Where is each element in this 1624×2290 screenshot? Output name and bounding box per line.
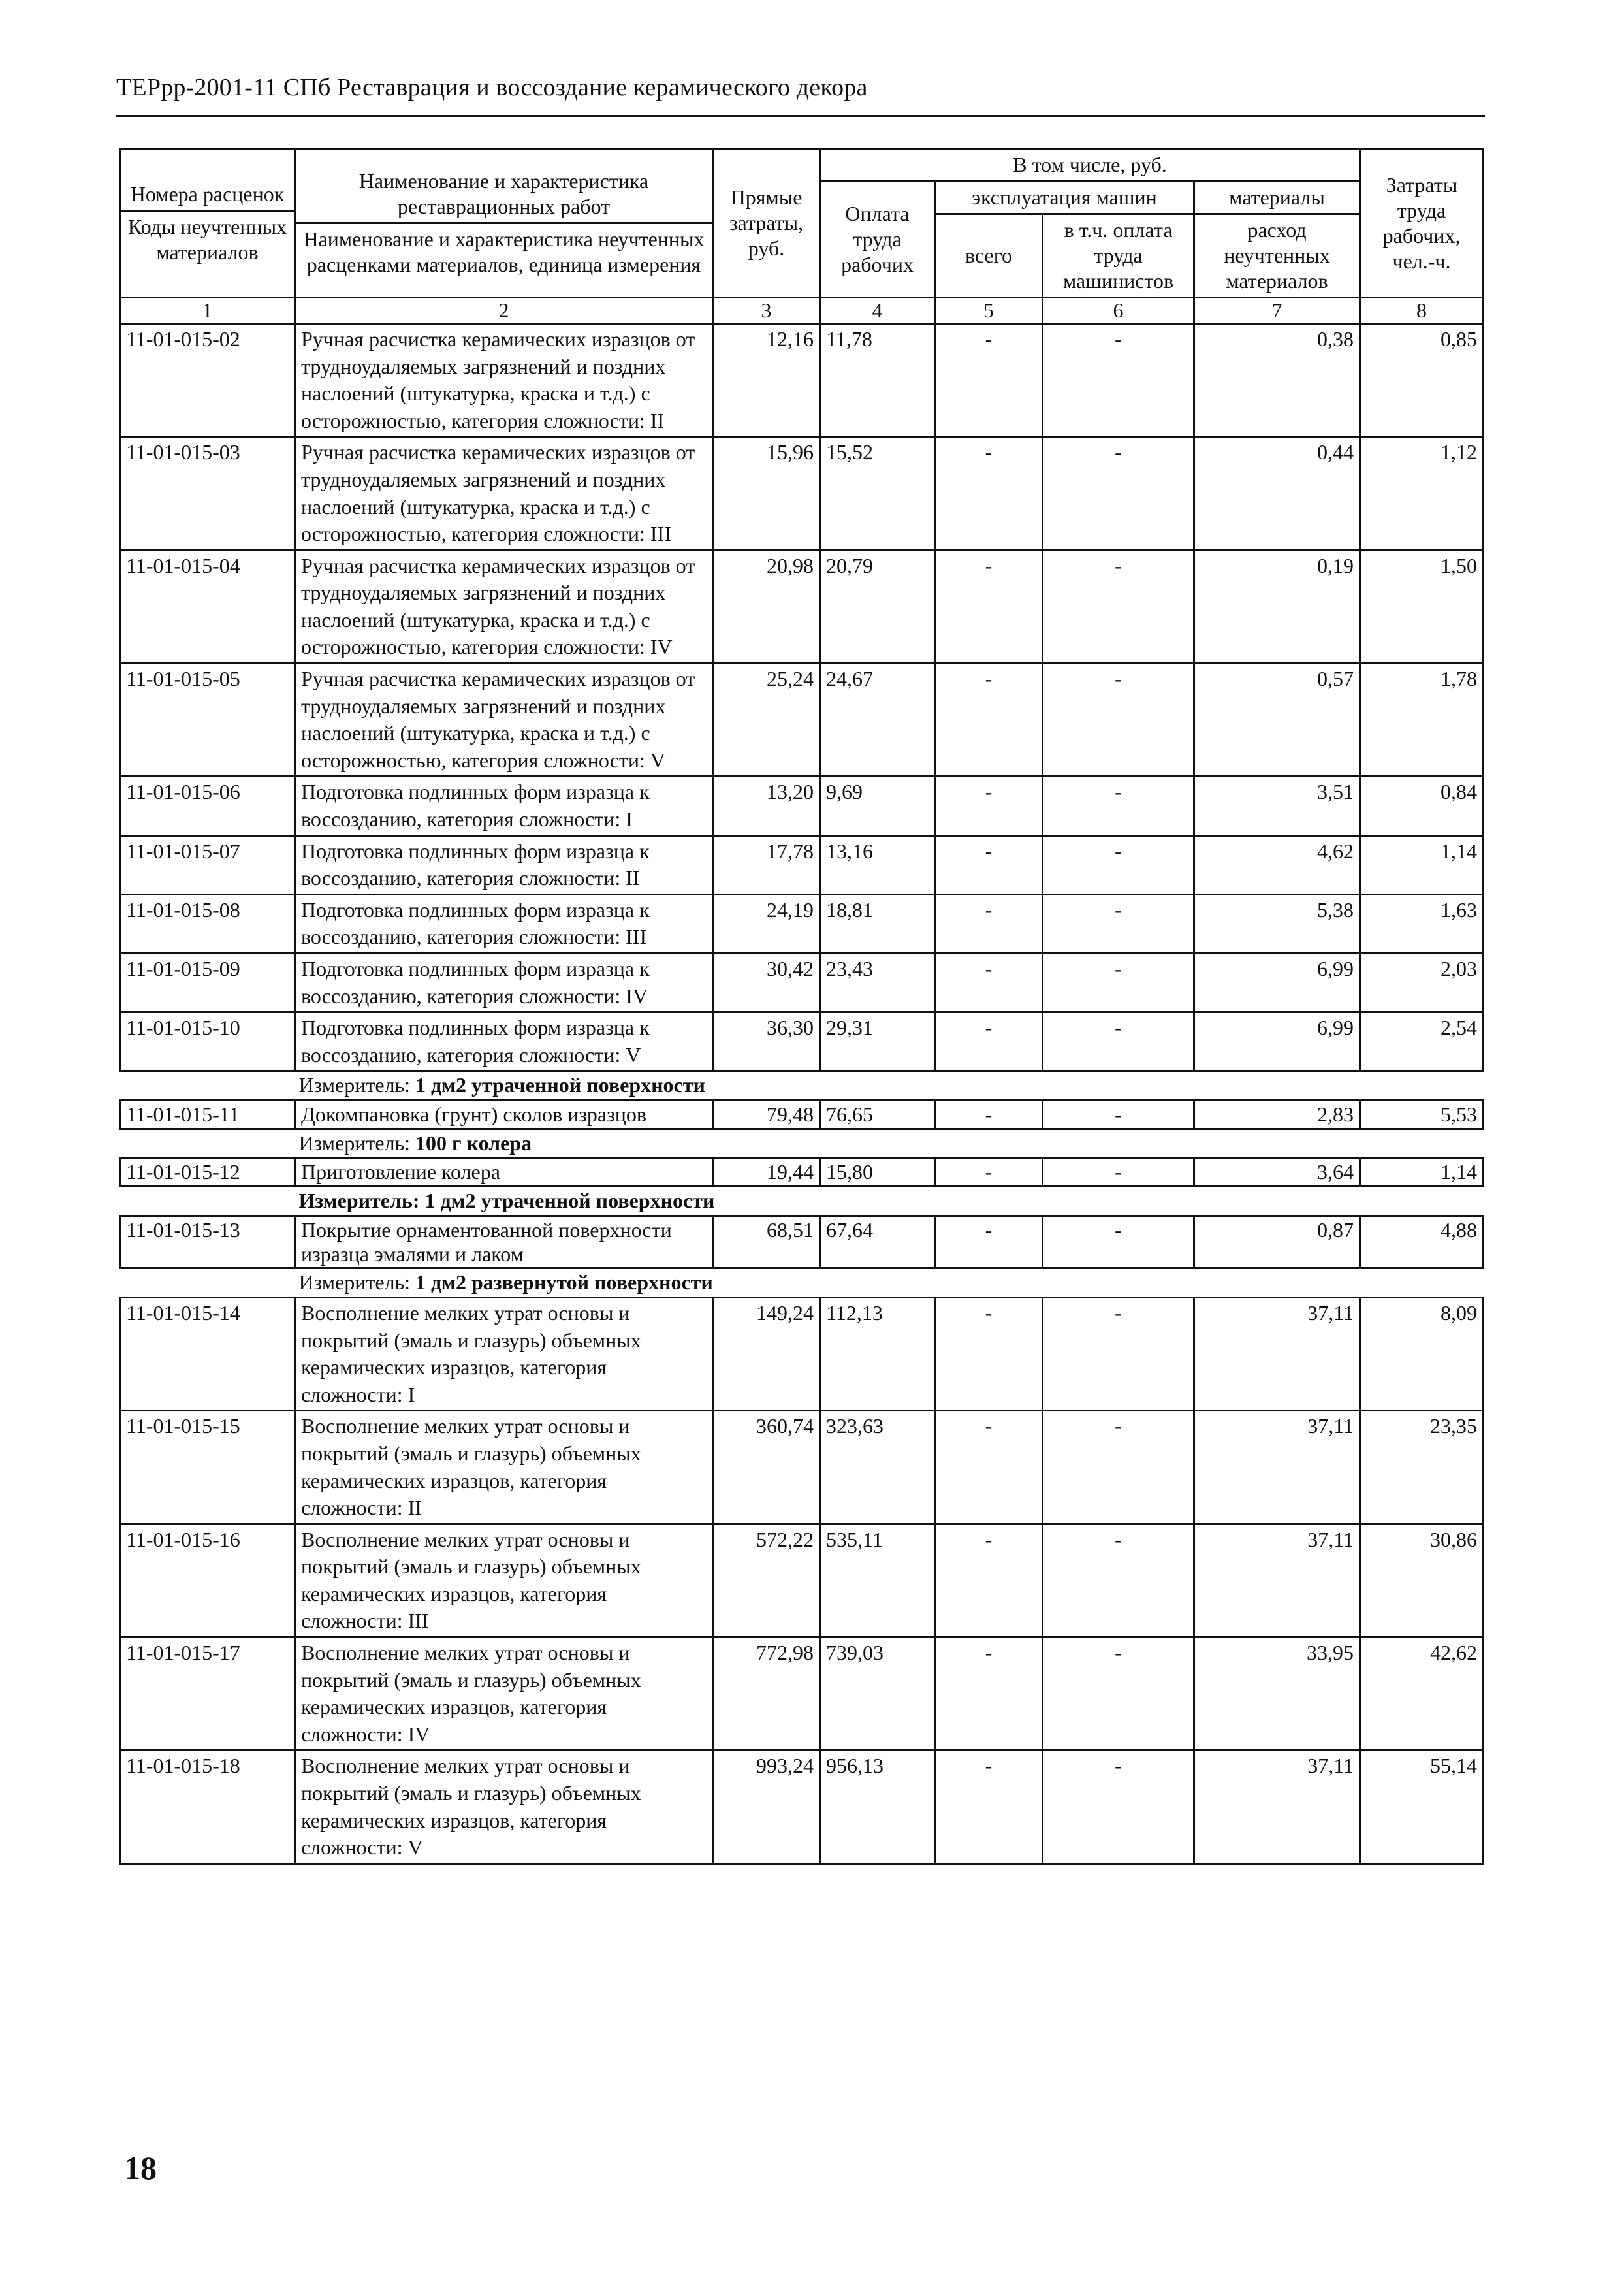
materials-cost: 6,99 xyxy=(1194,1012,1360,1071)
page-header: ТЕРрр-2001-11 СПб Реставрация и воссоздание керамического декора xyxy=(116,74,868,101)
machines-total: - xyxy=(935,1100,1043,1129)
labor-hours: 1,12 xyxy=(1360,437,1484,550)
col-number: 5 xyxy=(935,298,1043,324)
work-name: Восполнение мелких утрат основы и покрытий (эмаль и глазурь) объемных керамических изразцов, категория сложности: I xyxy=(295,1297,713,1410)
labor-hours: 2,03 xyxy=(1360,954,1484,1012)
rate-code: 11-01-015-17 xyxy=(120,1637,295,1750)
machinist-wages: - xyxy=(1043,1637,1194,1750)
rate-code: 11-01-015-04 xyxy=(120,550,295,663)
materials-header: материалы xyxy=(1194,182,1360,214)
materials-cost: 3,64 xyxy=(1194,1158,1360,1187)
table-row xyxy=(120,835,1484,894)
col-number: 6 xyxy=(1043,298,1194,324)
table-row xyxy=(120,954,1484,1012)
table-row xyxy=(120,437,1484,550)
measure-prefix: Измеритель: xyxy=(298,1131,416,1155)
col4-header: Оплата труда рабочих xyxy=(820,182,935,298)
direct-cost: 993,24 xyxy=(713,1750,820,1863)
materials-cost: 6,99 xyxy=(1194,954,1360,1012)
worker-wages: 11,78 xyxy=(820,323,935,436)
direct-cost: 36,30 xyxy=(713,1012,820,1071)
measure-unit: 100 г колера xyxy=(415,1131,532,1155)
col3-header: Прямые затраты, руб. xyxy=(713,149,820,298)
table-row xyxy=(120,1524,1484,1637)
materials-cost: 3,51 xyxy=(1194,777,1360,835)
machines-total: - xyxy=(935,954,1043,1012)
work-name: Ручная расчистка керамических изразцов от трудноудаляемых загрязнений и поздних наслоений (штукатурка, краска и т.д.) с осторожностью, категория сложности: II xyxy=(295,323,713,436)
rate-code: 11-01-015-06 xyxy=(120,777,295,835)
rate-code: 11-01-015-12 xyxy=(120,1158,295,1187)
measure-label xyxy=(120,1269,713,1297)
col8-header: Затраты труда рабочих, чел.-ч. xyxy=(1360,149,1484,298)
machinist-wages: - xyxy=(1043,777,1194,835)
table-row xyxy=(120,1100,1484,1129)
work-name: Покрытие орнаментованной поверхности изразца эмалями и лаком xyxy=(295,1216,713,1268)
col2-top-label: Наименование и характеристика реставрационных работ xyxy=(358,169,649,219)
worker-wages: 15,80 xyxy=(820,1158,935,1187)
machines-total: - xyxy=(935,1637,1043,1750)
materials-cost: 37,11 xyxy=(1194,1411,1360,1524)
labor-hours: 1,14 xyxy=(1360,1158,1484,1187)
rate-code: 11-01-015-05 xyxy=(120,664,295,777)
col1-bottom-label: Коды неучтенных материалов xyxy=(127,214,287,264)
table-row xyxy=(120,1158,1484,1187)
page-number: 18 xyxy=(124,2150,157,2186)
direct-cost: 12,16 xyxy=(713,323,820,436)
measure-unit: 1 дм2 утраченной поверхности xyxy=(415,1073,705,1097)
materials-cost: 0,38 xyxy=(1194,323,1360,436)
machines-header: эксплуатация машин xyxy=(935,182,1194,214)
materials-cost: 5,38 xyxy=(1194,894,1360,953)
direct-cost: 25,24 xyxy=(713,664,820,777)
machinist-wages: - xyxy=(1043,550,1194,663)
worker-wages: 18,81 xyxy=(820,894,935,953)
worker-wages: 76,65 xyxy=(820,1100,935,1129)
machinist-wages: - xyxy=(1043,894,1194,953)
machines-total: - xyxy=(935,835,1043,894)
col-number: 3 xyxy=(713,298,820,324)
materials-cost: 33,95 xyxy=(1194,1637,1360,1750)
machines-total: - xyxy=(935,1216,1043,1268)
rate-code: 11-01-015-11 xyxy=(120,1100,295,1129)
work-name: Приготовление колера xyxy=(295,1158,713,1187)
rate-code: 11-01-015-07 xyxy=(120,835,295,894)
direct-cost: 772,98 xyxy=(713,1637,820,1750)
rates-table xyxy=(119,148,1484,1865)
labor-hours: 1,14 xyxy=(1360,835,1484,894)
table-row xyxy=(120,1297,1484,1410)
machinist-wages: - xyxy=(1043,1750,1194,1863)
machines-total: - xyxy=(935,323,1043,436)
measure-unit: 1 дм2 развернутой поверхности xyxy=(415,1270,713,1295)
machinist-wages: - xyxy=(1043,1100,1194,1129)
table-row xyxy=(120,1637,1484,1750)
labor-hours: 2,54 xyxy=(1360,1012,1484,1071)
labor-hours: 30,86 xyxy=(1360,1524,1484,1637)
table-row xyxy=(120,1012,1484,1071)
measure-row xyxy=(120,1071,1484,1101)
labor-hours: 1,78 xyxy=(1360,664,1484,777)
machines-total: - xyxy=(935,1297,1043,1410)
measure-label xyxy=(120,1072,705,1099)
work-name: Ручная расчистка керамических изразцов от трудноудаляемых загрязнений и поздних наслоений (штукатурка, краска и т.д.) с осторожностью, категория сложности: V xyxy=(295,664,713,777)
col1-top-label: Номера расценок xyxy=(130,182,285,206)
machinist-wages: - xyxy=(1043,323,1194,436)
direct-cost: 17,78 xyxy=(713,835,820,894)
labor-hours: 1,63 xyxy=(1360,894,1484,953)
direct-cost: 79,48 xyxy=(713,1100,820,1129)
labor-hours: 55,14 xyxy=(1360,1750,1484,1863)
labor-hours: 0,85 xyxy=(1360,323,1484,436)
rate-code: 11-01-015-16 xyxy=(120,1524,295,1637)
work-name: Восполнение мелких утрат основы и покрытий (эмаль и глазурь) объемных керамических изразцов, категория сложности: V xyxy=(295,1750,713,1863)
work-name: Подготовка подлинных форм изразца к воссозданию, категория сложности: III xyxy=(295,894,713,953)
header-rule xyxy=(116,115,1485,117)
labor-hours: 0,84 xyxy=(1360,777,1484,835)
col6-header: в т.ч. оплата труда машинистов xyxy=(1043,214,1194,298)
machines-total: - xyxy=(935,1411,1043,1524)
materials-cost: 37,11 xyxy=(1194,1297,1360,1410)
machines-total: - xyxy=(935,894,1043,953)
col2-header xyxy=(295,149,713,298)
measure-prefix: Измеритель: xyxy=(298,1073,416,1097)
worker-wages: 739,03 xyxy=(820,1637,935,1750)
worker-wages: 29,31 xyxy=(820,1012,935,1071)
labor-hours: 1,50 xyxy=(1360,550,1484,663)
col-number: 2 xyxy=(295,298,713,324)
col-number: 1 xyxy=(120,298,295,324)
worker-wages: 15,52 xyxy=(820,437,935,550)
machines-total: - xyxy=(935,1012,1043,1071)
worker-wages: 24,67 xyxy=(820,664,935,777)
labor-hours: 42,62 xyxy=(1360,1637,1484,1750)
work-name: Подготовка подлинных форм изразца к воссозданию, категория сложности: I xyxy=(295,777,713,835)
machinist-wages: - xyxy=(1043,1524,1194,1637)
rate-code: 11-01-015-14 xyxy=(120,1297,295,1410)
table-row xyxy=(120,777,1484,835)
machines-total: - xyxy=(935,664,1043,777)
materials-cost: 37,11 xyxy=(1194,1524,1360,1637)
direct-cost: 68,51 xyxy=(713,1216,820,1268)
machinist-wages: - xyxy=(1043,1158,1194,1187)
machines-total: - xyxy=(935,550,1043,663)
direct-cost: 30,42 xyxy=(713,954,820,1012)
worker-wages: 67,64 xyxy=(820,1216,935,1268)
labor-hours: 8,09 xyxy=(1360,1297,1484,1410)
direct-cost: 360,74 xyxy=(713,1411,820,1524)
rate-code: 11-01-015-13 xyxy=(120,1216,295,1268)
rate-code: 11-01-015-10 xyxy=(120,1012,295,1071)
labor-hours: 4,88 xyxy=(1360,1216,1484,1268)
direct-cost: 572,22 xyxy=(713,1524,820,1637)
measure-prefix: Измеритель: xyxy=(298,1270,416,1295)
machinist-wages: - xyxy=(1043,664,1194,777)
labor-hours: 23,35 xyxy=(1360,1411,1484,1524)
col-number: 8 xyxy=(1360,298,1484,324)
table-row xyxy=(120,550,1484,663)
incl-header: В том числе, руб. xyxy=(820,149,1360,182)
rate-code: 11-01-015-09 xyxy=(120,954,295,1012)
col7-header: расход неучтенных материалов xyxy=(1194,214,1360,298)
rate-code: 11-01-015-03 xyxy=(120,437,295,550)
direct-cost: 24,19 xyxy=(713,894,820,953)
work-name: Подготовка подлинных форм изразца к воссозданию, категория сложности: V xyxy=(295,1012,713,1071)
direct-cost: 20,98 xyxy=(713,550,820,663)
table-row xyxy=(120,664,1484,777)
table-body xyxy=(120,323,1484,1863)
materials-cost: 0,57 xyxy=(1194,664,1360,777)
col-number: 7 xyxy=(1194,298,1360,324)
table-row xyxy=(120,323,1484,436)
table-row xyxy=(120,1411,1484,1524)
machines-total: - xyxy=(935,437,1043,550)
machines-total: - xyxy=(935,1158,1043,1187)
col-number: 4 xyxy=(820,298,935,324)
materials-cost: 0,44 xyxy=(1194,437,1360,550)
materials-cost: 0,19 xyxy=(1194,550,1360,663)
col2-bottom-label: Наименование и характеристика неучтенных расценками материалов, единица измерения xyxy=(303,227,705,277)
machines-total: - xyxy=(935,777,1043,835)
work-name: Восполнение мелких утрат основы и покрытий (эмаль и глазурь) объемных керамических изразцов, категория сложности: III xyxy=(295,1524,713,1637)
table-row xyxy=(120,1750,1484,1863)
direct-cost: 149,24 xyxy=(713,1297,820,1410)
machinist-wages: - xyxy=(1043,1012,1194,1071)
worker-wages: 23,43 xyxy=(820,954,935,1012)
col5-header: всего xyxy=(935,214,1043,298)
direct-cost: 13,20 xyxy=(713,777,820,835)
direct-cost: 19,44 xyxy=(713,1158,820,1187)
measure-label: Измеритель: 1 дм2 утраченной поверхности xyxy=(298,1189,715,1213)
direct-cost: 15,96 xyxy=(713,437,820,550)
table-row xyxy=(120,894,1484,953)
work-name: Докомпановка (грунт) сколов изразцов xyxy=(295,1100,713,1129)
work-name: Ручная расчистка керамических изразцов от трудноудаляемых загрязнений и поздних наслоений (штукатурка, краска и т.д.) с осторожностью, категория сложности: III xyxy=(295,437,713,550)
rate-code: 11-01-015-02 xyxy=(120,323,295,436)
table-head xyxy=(120,149,1484,324)
measure-row xyxy=(120,1268,1484,1298)
work-name: Восполнение мелких утрат основы и покрытий (эмаль и глазурь) объемных керамических изразцов, категория сложности: IV xyxy=(295,1637,713,1750)
work-name: Подготовка подлинных форм изразца к воссозданию, категория сложности: II xyxy=(295,835,713,894)
work-name: Подготовка подлинных форм изразца к воссозданию, категория сложности: IV xyxy=(295,954,713,1012)
machines-total: - xyxy=(935,1750,1043,1863)
rate-code: 11-01-015-15 xyxy=(120,1411,295,1524)
materials-cost: 4,62 xyxy=(1194,835,1360,894)
machinist-wages: - xyxy=(1043,437,1194,550)
work-name: Ручная расчистка керамических изразцов от трудноудаляемых загрязнений и поздних наслоений (штукатурка, краска и т.д.) с осторожностью, категория сложности: IV xyxy=(295,550,713,663)
worker-wages: 20,79 xyxy=(820,550,935,663)
worker-wages: 9,69 xyxy=(820,777,935,835)
worker-wages: 13,16 xyxy=(820,835,935,894)
measure-label xyxy=(120,1130,532,1157)
materials-cost: 0,87 xyxy=(1194,1216,1360,1268)
col1-header xyxy=(120,149,295,298)
materials-cost: 37,11 xyxy=(1194,1750,1360,1863)
work-name: Восполнение мелких утрат основы и покрытий (эмаль и глазурь) объемных керамических изразцов, категория сложности: II xyxy=(295,1411,713,1524)
measure-row xyxy=(120,1187,1484,1216)
machinist-wages: - xyxy=(1043,1411,1194,1524)
worker-wages: 956,13 xyxy=(820,1750,935,1863)
measure-row xyxy=(120,1129,1484,1158)
machines-total: - xyxy=(935,1524,1043,1637)
labor-hours: 5,53 xyxy=(1360,1100,1484,1129)
machinist-wages: - xyxy=(1043,835,1194,894)
materials-cost: 2,83 xyxy=(1194,1100,1360,1129)
rate-code: 11-01-015-08 xyxy=(120,894,295,953)
machinist-wages: - xyxy=(1043,1297,1194,1410)
machinist-wages: - xyxy=(1043,1216,1194,1268)
machinist-wages: - xyxy=(1043,954,1194,1012)
worker-wages: 535,11 xyxy=(820,1524,935,1637)
table-row xyxy=(120,1216,1484,1268)
rate-code: 11-01-015-18 xyxy=(120,1750,295,1863)
worker-wages: 323,63 xyxy=(820,1411,935,1524)
worker-wages: 112,13 xyxy=(820,1297,935,1410)
